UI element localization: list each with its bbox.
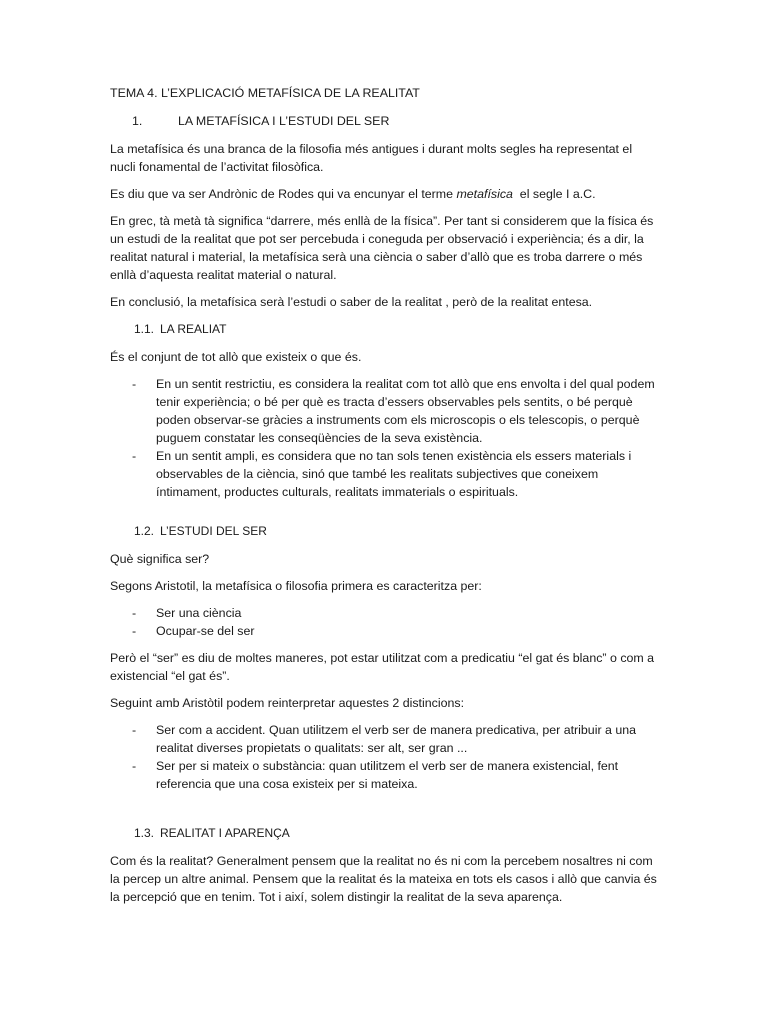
dash-bullet: - [132, 449, 137, 463]
section-1-heading [110, 112, 658, 130]
section-1-2-paragraph-4: Seguint amb Aristòtil podem reinterpretar aquestes 2 distincions: [110, 696, 465, 710]
document-body [110, 84, 658, 915]
section-1-3-paragraph-1: Com és la realitat? Generalment pensem que la realitat no és ni com la percebem nosaltres ni com la percep un altre animal. Pensem que la realitat és la mateixa en tots els casos i allò que canvia és la percepció que en tenim. Tot i així, solem distingir la realitat de la seva aparença. [110, 854, 657, 904]
dash-bullet: - [132, 624, 137, 638]
section-1-1-paragraph-1: És el conjunt de tot allò que existeix o que és. [110, 350, 362, 364]
section-1-2-paragraph-2: Segons Aristotil, la metafísica o filosofia primera es caracteritza per: [110, 579, 482, 593]
list-item [110, 622, 658, 640]
section-1-paragraph-1: La metafísica és una branca de la filosofia més antigues i durant molts segles ha representat el nucli fonamental de l’activitat filosòfica. [110, 142, 633, 174]
section-1-paragraph-3: En grec, tà metà tà significa “darrere, més enllà de la física”. Per tant si considerem que la física és un estudi de la realitat que pot ser percebuda i coneguda per observació i experiència; és a dir, la realitat natural i material, la metafísica serà una ciència o saber d’allò que es troba darrere o més enllà d’aquesta realitat material o natural. [110, 214, 654, 282]
list-item-text: En un sentit ampli, es considera que no tan sols tenen existència els essers materials i observables de la ciència, sinó que també les realitats subjectives que coneixem íntimament, productes culturals, realitats immaterials o espirituals. [156, 449, 632, 499]
list-item-text: Ocupar-se del ser [156, 624, 255, 638]
list-item [110, 757, 658, 793]
section-1-2-number: 1.2. [134, 524, 155, 538]
section-1-paragraph-4: En conclusió, la metafísica serà l’estudi o saber de la realitat , però de la realitat entesa. [110, 295, 593, 309]
spacer [110, 802, 658, 824]
section-1-title: LA METAFÍSICA I L’ESTUDI DEL SER [178, 114, 390, 128]
list-item-text: Ser per si mateix o substància: quan utilitzem el verb ser de manera existencial, fent referencia que una cosa existeix per si mateixa. [156, 759, 619, 791]
section-1-1-title: LA REALIAT [160, 322, 227, 336]
dash-bullet: - [132, 377, 137, 391]
list-item [110, 447, 658, 501]
list-item [110, 721, 658, 757]
dash-bullet: - [132, 606, 137, 620]
list-item [110, 604, 658, 622]
section-1-number: 1. [132, 114, 143, 128]
section-1-1-number: 1.1. [134, 322, 155, 336]
section-1-2-list-1 [110, 604, 658, 640]
section-1-2-paragraph-1: Què significa ser? [110, 552, 210, 566]
section-1-3-number: 1.3. [134, 826, 155, 840]
section-1-1-list [110, 375, 658, 501]
section-1-3-title: REALITAT I APARENÇA [160, 826, 290, 840]
italic-term: metafísica [456, 187, 513, 201]
list-item-text: En un sentit restrictiu, es considera la realitat com tot allò que ens envolta i del qual podem tenir experiència; o bé per què es tracta d’essers observables pels sentits, o bé perquè poden observar-se gràcies a instruments com els microscopis o els telescopis, o perquè puguem constatar les conseqüències de la seva existència. [156, 377, 655, 445]
list-item-text: Ser com a accident. Quan utilitzem el verb ser de manera predicativa, per atribuir a una realitat diverses propietats o qualitats: ser alt, ser gran ... [156, 723, 637, 755]
section-1-1-heading [110, 320, 658, 338]
document-title: TEMA 4. L’EXPLICACIÓ METAFÍSICA DE LA REALITAT [110, 86, 420, 100]
dash-bullet: - [132, 723, 137, 737]
section-1-2-list-2 [110, 721, 658, 793]
section-1-2-title: L’ESTUDI DEL SER [160, 524, 267, 538]
list-item [110, 375, 658, 447]
section-1-2-paragraph-3: Però el “ser” es diu de moltes maneres, pot estar utilitzat com a predicatiu “el gat és blanc” o com a existencial “el gat és”. [110, 651, 655, 683]
section-1-3-heading [110, 824, 658, 842]
section-1-2-heading [110, 522, 658, 540]
section-1-paragraph-2 [110, 185, 658, 203]
list-item-text: Ser una ciència [156, 606, 242, 620]
dash-bullet: - [132, 759, 137, 773]
paragraph-text: Es diu que va ser Andrònic de Rodes qui va encunyar el terme [110, 187, 457, 201]
paragraph-text: el segle I a.C. [512, 187, 596, 201]
